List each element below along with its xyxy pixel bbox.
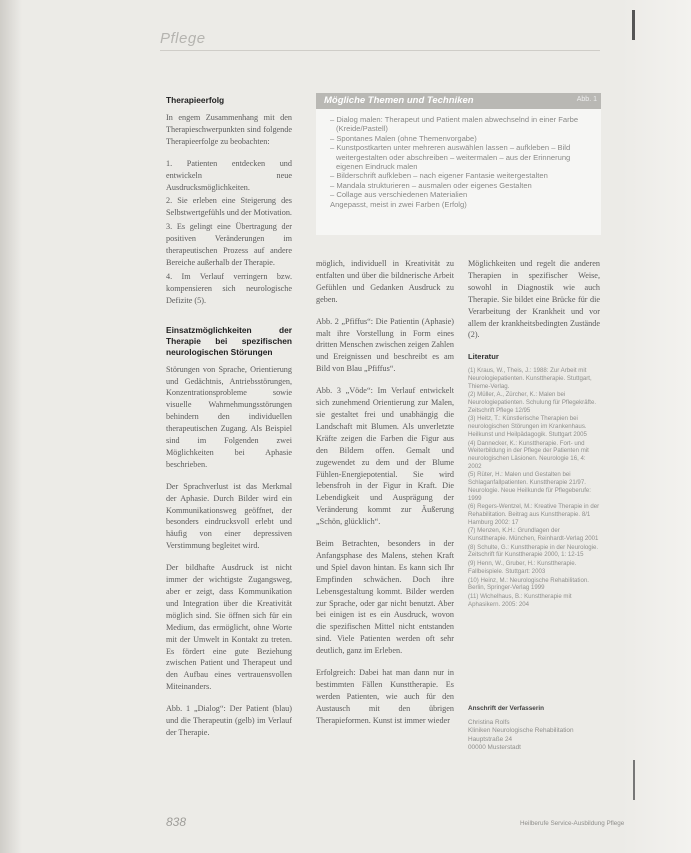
list-item: Angepasst, meist in zwei Farben (Erfolg) <box>330 199 467 209</box>
address-line: Hauptstraße 24 <box>468 735 513 743</box>
paragraph: 2. Sie erleben eine Steigerung des Selbstwertgefühls und der Motivation. <box>166 196 292 218</box>
themes-box-title: Mögliche Themen und Techniken <box>324 95 474 106</box>
heading-therapieerfolg: Therapieerfolg <box>166 95 225 105</box>
paragraph: Abb. 2 „Pfiffus“: Die Patientin (Aphasie) malt ihre Vorstellung in Form eines dritten Menschen zwischen zeigen Zahlen und Ereignissen und beschreibt es am Bild von Blau „Pfiffus“. <box>316 316 454 374</box>
literature-item: (7) Menzen, K.H.: Grundlagen der Kunsttherapie. München, Reinhardt-Verlag 2001 <box>468 527 599 543</box>
literature-heading: Literatur <box>468 352 499 362</box>
page-edge <box>621 0 691 853</box>
list-item: – Dialog malen: Therapeut und Patient malen abwechselnd in einer Farbe (Kreide/Pastell) <box>330 115 579 134</box>
column-2 <box>316 258 454 737</box>
page-gutter-shadow <box>0 0 22 853</box>
paragraph: Abb. 1 „Dialog“: Der Patient (blau) und die Therapeutin (gelb) im Verlauf der Therapie. <box>166 704 292 737</box>
themes-box <box>316 93 601 235</box>
address-line: Kliniken Neurologische Rehabilitation <box>468 727 574 735</box>
column-3 <box>468 258 600 609</box>
literature-item: (8) Schulte, G.: Kunsttherapie in der Neurologie. Zeitschrift für Kunsttherapie 2000, 1: 12-15 <box>468 543 599 559</box>
literature-item: (4) Dannecker, K.: Kunsttherapie. Fort- und Weiterbildung in der Pflege der Patienten mit neurologischen Läsionen. Neurologie 16, 4: 2002 <box>468 439 589 470</box>
list-item: – Spontanes Malen (ohne Themenvorgabe) <box>330 133 477 143</box>
literature-item: (3) Heitz, T.: Künstlerische Therapien bei neurologischen Störungen im Krankenhaus. Heilkunst und Heilpädagogik. Stuttgart 2005 <box>468 415 587 438</box>
heading-einsatzmoeglichkeiten: Einsatzmöglichkeiten der Therapie bei spezifischen neurologischen Störungen <box>166 324 292 357</box>
paragraph: Erfolgreich: Dabei hat man dann nur in bestimmten Fällen Kunsttherapie. Es werden Patienten, wie auch für den Austausch mit den übrigen Therapieformen. Kunst ist immer wieder <box>316 668 454 725</box>
literature-item: (5) Rüter, H.: Malen und Gestalten bei Schlaganfallpatienten. Kunsttherapie 21/97. Neurologie. Neue Heilkunde für Pflegeberufe: 1999 <box>468 471 591 502</box>
paragraph: Möglichkeiten und regelt die anderen Therapien in spezifischer Weise, sowohl in Diagnostik wie auch Therapie. Sie bildet eine Brücke für die Verarbeitung der Krankheit und vor allem der krankheitsbedingten Zustände (2). <box>468 259 600 340</box>
page-number: 838 <box>166 815 187 829</box>
list-item: – Kunstpostkarten unter mehreren auswählen lassen – aufkleben – Bild weitergestalten oder abschreiben – weitermalen – aus der Erinnerung eigenen Eindruck malen <box>330 143 571 172</box>
paragraph: 3. Es gelingt eine Übertragung der positiven Veränderungen im therapeutischen Prozess auf andere Bereiche außerhalb der Therapie. <box>166 222 292 267</box>
paragraph: 1. Patienten entdecken und entwickeln neue Ausdrucksmöglichkeiten. <box>166 158 292 192</box>
paragraph: Der Sprachverlust ist das Merkmal der Aphasie. Durch Bilder wird ein Kommunikationsweg geöffnet, der besonders eindrucksvoll erlebt und häufig von einer depressiven Verstimmung begleitet wird. <box>166 481 292 551</box>
paragraph: möglich, individuell in Kreativität zu entfalten und über die bildnerische Arbeit Gefühlen und Gedanken Ausdruck zu geben. <box>316 259 454 304</box>
page-footer: Heilberufe Service-Ausbildung Pflege <box>520 820 625 827</box>
address-line: Christina Rolfs <box>468 719 510 727</box>
literature-item: (6) Regers-Wentzel, M.: Kreative Therapie in der Rehabilitation. Beitrag aus Kunsttherapie. 8/1 Hamburg 2002: 17 <box>468 503 600 526</box>
edge-mark-top <box>632 10 635 40</box>
list-item: – Mandala strukturieren – ausmalen oder eigenes Gestalten <box>330 180 532 190</box>
edge-mark-bottom <box>633 760 635 800</box>
literature-item: (1) Kraus, W., Theis, J.: 1988: Zur Arbeit mit Neurologiepatienten. Kunsttherapie. Stuttgart, Thieme-Verlag. <box>468 367 592 390</box>
themes-box-header <box>316 93 601 109</box>
themes-box-tab: Abb. 1 <box>576 96 597 103</box>
running-head: Pflege <box>160 30 206 47</box>
literature-list <box>468 367 600 608</box>
literature-item: (10) Heinz, M.: Neurologische Rehabilitation. Berlin, Springer-Verlag 1999 <box>468 576 589 592</box>
literature-item: (2) Müller, A., Zürcher, K.: Malen bei Neurologiepatienten. Schulung für Pflegekräfte. Zeitschrift Pflege 12/95 <box>468 391 597 414</box>
literature-item: (9) Henn, W., Gruber, H.: Kunsttherapie. Fallbeispiele. Stuttgart: 2003 <box>468 560 577 575</box>
column-1 <box>166 95 292 749</box>
address-line: 00000 Musterstadt <box>468 743 521 751</box>
paragraph: Der bildhafte Ausdruck ist nicht immer der wichtigste Zugangsweg, aber er zeigt, dass Kommunikation und Integration über die Kreativität möglich sind. Sie öffnen sich für ein Medium, das ermöglicht, ohne Worte mit der Umwelt in Kontakt zu treten. Es fördert eine gute Beziehung zwischen Patient und Therapeut und den Aufbau eines vertrauensvollen Miteinanders. <box>166 563 292 692</box>
paragraph: Abb. 3 „Vöde“: Im Verlauf entwickelt sich zunehmend Orientierung zur Malen, sie gestaltet frei und unabhängig die Landschaft mit Blumen. Als unverletzte Kräfte zeigen die Farben die Figur aus den Bildern offen. Gemalt und zugewendet zu dem und der Blume Fühlen-Energiepotential. Sie wird lebensfroh in der Figur in Kraft. Die Lebendigkeit und Ausprägung der Veränderung kommt zur Äußerung „Schön, glücklich“. <box>316 386 454 527</box>
paragraph: In engem Zusammenhang mit den Therapieschwerpunkten sind folgende Therapieerfolge zu beobachten: <box>166 113 292 146</box>
author-address <box>468 705 600 752</box>
header-rule <box>160 50 600 51</box>
paragraph: Beim Betrachten, besonders in der Anfangsphase des Malens, stehen Kraft und Spiel davon hintan. Es kann sich Ihr Empfinden schwächen. Doch ihre Lebensgestaltung kommt. Bilder werden zur Sprache, oder gar nicht benutzt. Aber bei einigen ist es ein Ausdruck, wovon die spezifischen Mittel nicht entstanden sind. Viele Patienten werden oft sehr deutlich, ganz im Erleben. <box>316 539 454 656</box>
themes-list <box>316 109 601 209</box>
list-item: – Collage aus verschiedenen Materialien <box>330 190 468 200</box>
paragraph: Störungen von Sprache, Orientierung und Gedächtnis, Antriebsstörungen, Konzentrationsprobleme sowie visuelle Wahrnehmungsstörungen behindern den individuellen therapeutischen Zugang. Als Beispiel sind im Folgenden zwei Möglichkeiten bei Aphasie beschrieben. <box>166 364 292 469</box>
address-heading: Anschrift der Verfasserin <box>468 705 545 712</box>
list-item: – Bilderschrift aufkleben – nach eigener Fantasie weitergestalten <box>330 171 548 181</box>
literature-item: (11) Wichelhaus, B.: Kunsttherapie mit Aphasikern. 2005: 204 <box>468 592 572 608</box>
paragraph: 4. Im Verlauf verringern bzw. kompensieren sich neurologische Defizite (5). <box>166 271 292 305</box>
